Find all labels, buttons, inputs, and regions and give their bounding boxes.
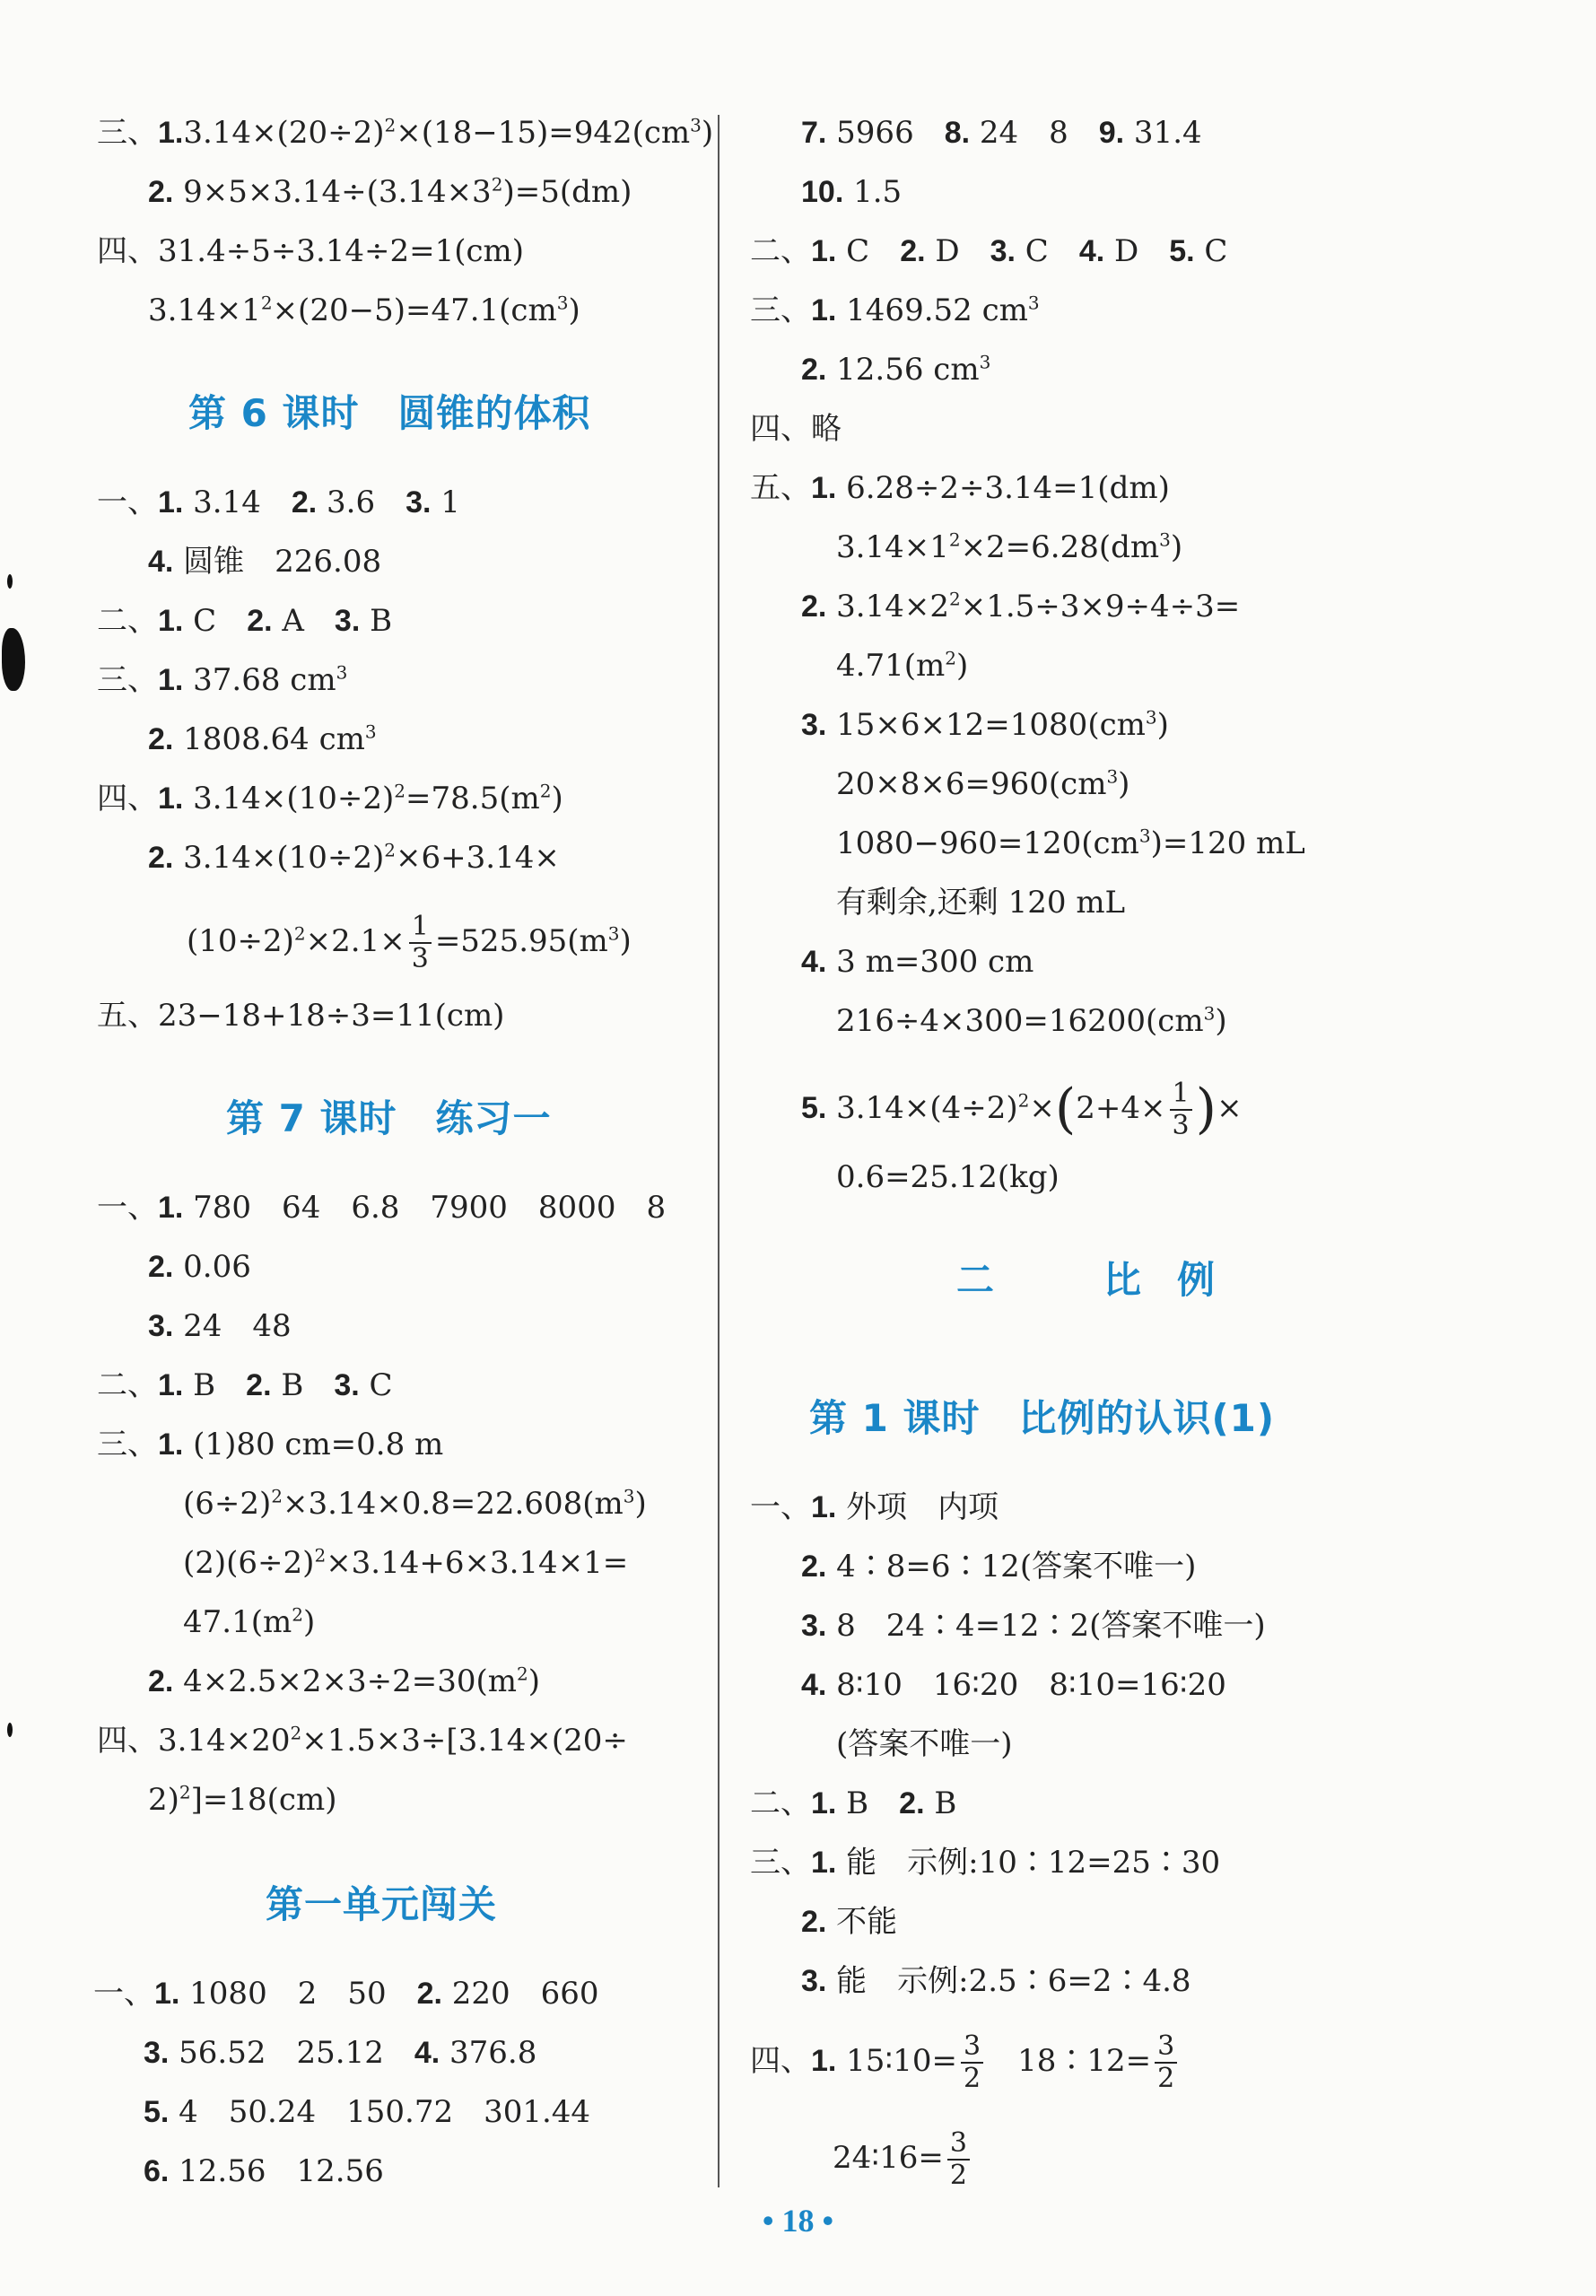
answer-line: $(2)(6\div 2)^2\times 3.14+6\times 3.14\times 1=$ xyxy=(183,1544,629,1581)
answer-line: 二、1. C 2. D 3. C 4. D 5. C xyxy=(750,233,1228,269)
answer-line: 2)$^2$]=18(cm) xyxy=(148,1781,337,1818)
answer-line: 2. $3.14\times(10\div 2)^2\times 6+3.14\times$ xyxy=(148,839,560,876)
section-heading: 第 1 课时 比例的认识(1) xyxy=(809,1396,1276,1440)
answer-line: 3. 24 48 xyxy=(148,1308,292,1344)
answer-line: 四、1. 15∶10= $\frac{3}{2}$ 18∶12= $\frac{3}{2}$ xyxy=(750,2033,1181,2073)
section-heading: 第 7 课时 练习一 xyxy=(226,1096,552,1140)
answer-line: 三、1. 37.68 $cm^3$ xyxy=(97,661,348,698)
answer-line: $20\times 8\times 6=960(cm^3)$ xyxy=(836,765,1130,802)
answer-line: 2. 4∶8=6∶12(答案不唯一) xyxy=(801,1549,1197,1585)
answer-line: 三、1. 能 示例:10∶12=25∶30 xyxy=(750,1845,1221,1881)
answer-line: 3. 8 24∶4=12∶2(答案不唯一) xyxy=(801,1608,1266,1644)
answer-line: 二、1. B 2. B 3. C xyxy=(97,1367,393,1403)
answer-line: 24∶16= $\frac{3}{2}$ xyxy=(833,2130,973,2169)
answer-line: $3.14\times 1^2\times(20-5)=47.1(cm^3)$ xyxy=(148,292,580,328)
answer-line: 2. 0.06 xyxy=(148,1249,251,1285)
answer-line: $(6\div 2)^2\times 3.14\times 0.8=22.608(m^3)$ xyxy=(183,1485,647,1522)
fraction-three-halves: $\frac{3}{2}$ xyxy=(1155,2033,1177,2092)
fraction-three-halves: $\frac{3}{2}$ xyxy=(961,2033,983,2092)
fraction-three-halves: $\frac{3}{2}$ xyxy=(947,2130,970,2189)
fraction-one-third: $\frac{1}{3}$ xyxy=(1170,1080,1192,1139)
answer-line: 4. 圆锥 226.08 xyxy=(148,544,382,580)
answer-line: 0.6=25.12(kg) xyxy=(836,1159,1060,1195)
answer-line: 四、1. $3.14\times(10\div 2)^2=78.5(m^2)$ xyxy=(97,780,563,816)
answer-line: 5. 4 50.24 150.72 301.44 xyxy=(144,2094,591,2130)
answer-line: 四、31.4÷5÷3.14÷2=1(cm) xyxy=(97,233,525,269)
answer-line: 五、23−18+18÷3=11(cm) xyxy=(97,998,505,1034)
answer-line: 5. $3.14\times(4\div 2)^2\times(2+4\times$ $\frac{1}{3}$ )× xyxy=(801,1078,1243,1141)
answer-line: 2. 不能 xyxy=(801,1904,898,1940)
ink-blot xyxy=(7,1723,13,1737)
answer-line: 一、1. 外项 内项 xyxy=(750,1489,999,1525)
answer-line: $4.71(m^2)$ xyxy=(836,647,969,684)
section-heading: 第一单元闯关 xyxy=(266,1882,498,1926)
column-divider xyxy=(718,115,720,2187)
answer-line: 2. 12.56 $cm^3$ xyxy=(801,351,991,388)
answer-line: 4. 3 m=300 cm xyxy=(801,944,1034,980)
answer-line: 3. $15\times 6\times 12=1080(cm^3)$ xyxy=(801,706,1169,743)
answer-line: 三、$1.3.14\times(20\div 2)^2\times(18-15)=942(cm^3)$ xyxy=(97,114,714,151)
ink-blot xyxy=(2,628,25,691)
answer-line: 五、1. 6.28÷2÷3.14=1(dm) xyxy=(750,470,1170,506)
answer-line: 2. $9\times 5\times 3.14\div(3.14\times 3^2)=5(dm)$ xyxy=(148,173,632,210)
answer-line: 三、1. (1)80 cm=0.8 m xyxy=(97,1427,444,1462)
answer-line: $216\div 4\times 300=16200(cm^3)$ xyxy=(836,1002,1227,1039)
answer-line: $1080-960=120(cm^3)=120$ mL xyxy=(836,825,1305,861)
answer-line: 6. 12.56 12.56 xyxy=(144,2153,384,2189)
answer-line: 二、1. C 2. A 3. B xyxy=(97,603,393,639)
answer-line: 一、1. 780 64 6.8 7900 8000 8 xyxy=(97,1190,667,1226)
answer-line: $(10\div 2)^2\times 2.1\times$ $\frac{1}{3}$ $=525.95(m^3)$ xyxy=(187,911,632,974)
answer-line: 2. $4\times 2.5\times 2\times 3\div 2=30(m^2)$ xyxy=(148,1663,540,1699)
answer-line: 2. $3.14\times 2^2\times 1.5\div 3\times 9\div 4\div 3=$ xyxy=(801,588,1241,624)
answer-line: 四、$3.14\times 20^2\times 1.5\times 3\div[3.14\times(20\div$ xyxy=(97,1722,628,1759)
answer-line: 4. 8∶10 16∶20 8∶10=16∶20 xyxy=(801,1667,1226,1703)
answer-line: 3. 能 示例:2.5∶6=2∶4.8 xyxy=(801,1963,1191,1999)
answer-line: $47.1(m^2)$ xyxy=(183,1603,316,1640)
ink-blot xyxy=(7,574,13,589)
answer-line: 有剩余,还剩 120 mL xyxy=(836,885,1126,921)
page-number: • 18 • xyxy=(762,2203,834,2239)
section-heading: 第 6 课时 圆锥的体积 xyxy=(188,391,591,435)
unit-heading: 二 比例 xyxy=(956,1258,1252,1302)
answer-line: 三、1. 1469.52 $cm^3$ xyxy=(750,292,1040,328)
answer-line: 10. 1.5 xyxy=(801,174,903,210)
fraction-one-third: $\frac{1}{3}$ xyxy=(409,913,432,973)
answer-line: 一、1. 1080 2 50 2. 220 660 xyxy=(93,1976,599,2012)
answer-line: 2. 1808.64 $cm^3$ xyxy=(148,720,377,757)
answer-line: 一、1. 3.14 2. 3.6 3. 1 xyxy=(97,485,460,520)
answer-line: 3. 56.52 25.12 4. 376.8 xyxy=(144,2035,537,2071)
answer-line: (答案不唯一) xyxy=(836,1726,1013,1762)
answer-line: 四、略 xyxy=(750,411,842,447)
answer-line: 7. 5966 8. 24 8 9. 31.4 xyxy=(801,115,1202,151)
answer-line: 二、1. B 2. B xyxy=(750,1785,957,1821)
answer-line: $3.14\times 1^2\times 2=6.28(dm^3)$ xyxy=(836,528,1183,565)
